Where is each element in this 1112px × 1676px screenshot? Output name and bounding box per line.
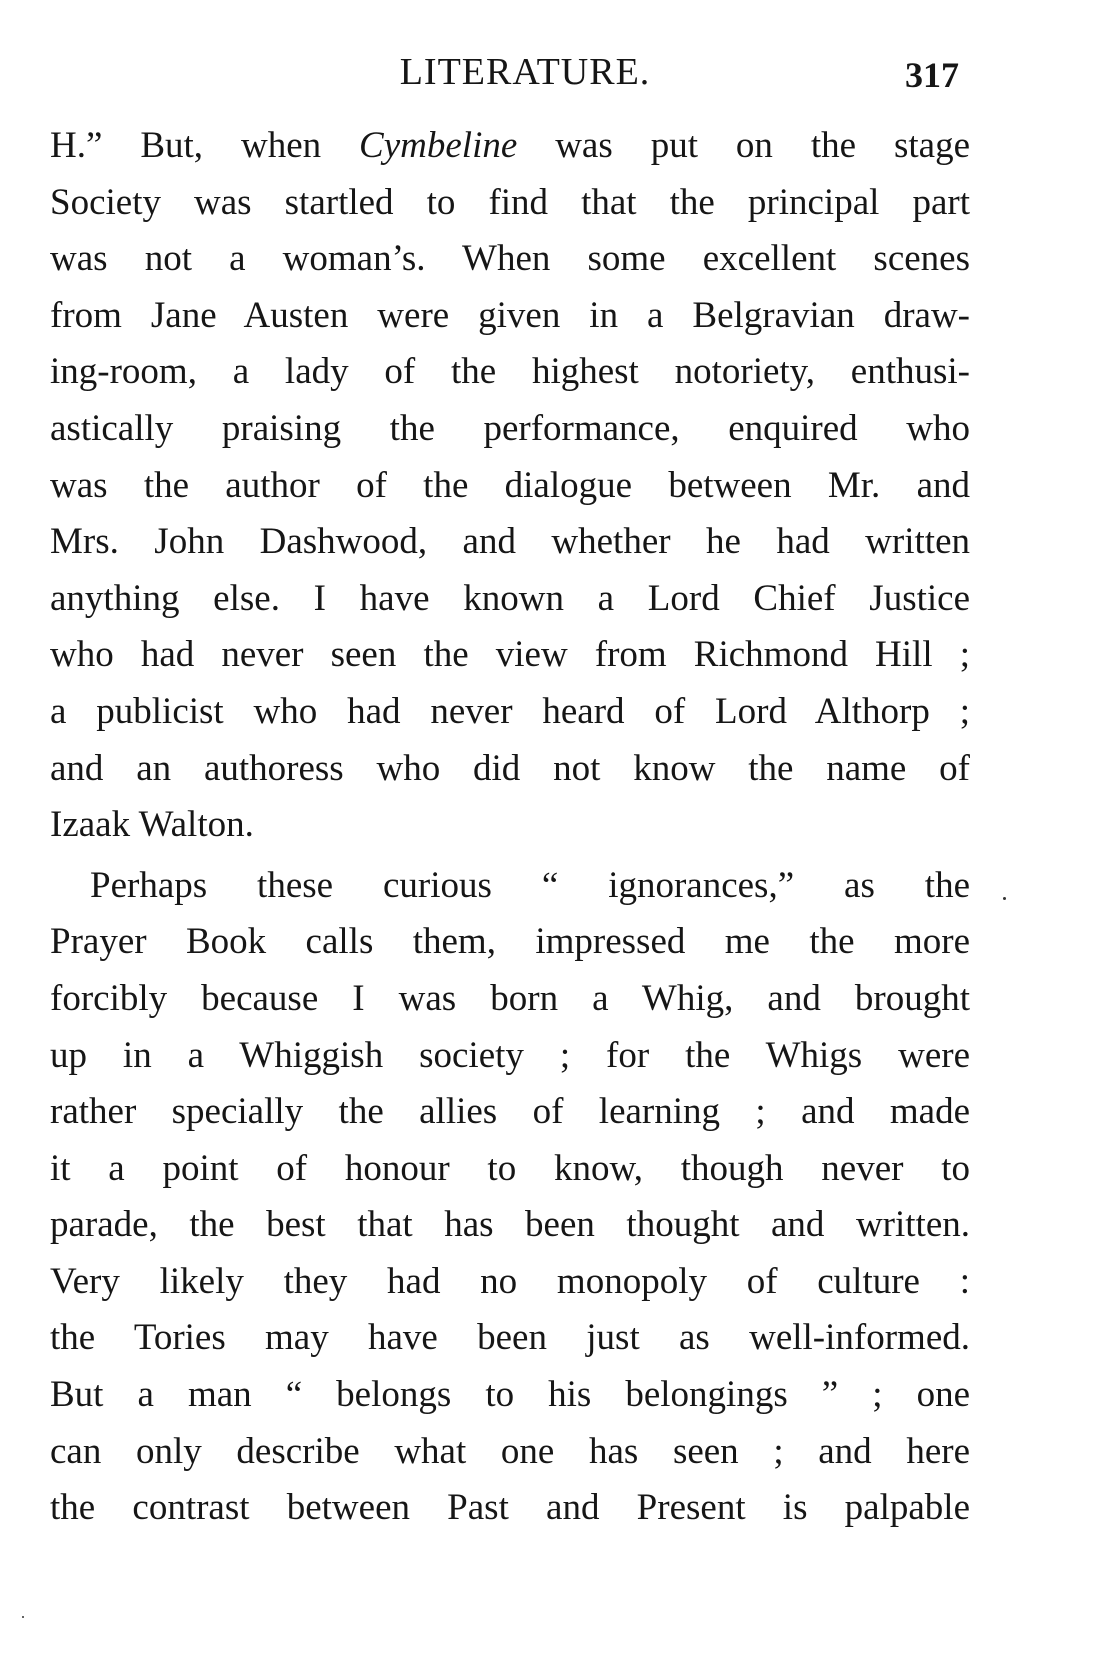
paragraph [50, 118, 970, 854]
play-title: Cymbeline [359, 125, 518, 166]
running-head [0, 50, 1112, 110]
text-line: Society was startled to find that the principal part [50, 181, 970, 223]
text-line: But a man “ belongs to his belongings ” ; one [50, 1374, 970, 1416]
text-line: astically praising the performance, enquired who [50, 407, 970, 449]
text-line: the Tories may have been just as well-informed. [50, 1317, 970, 1359]
text-line: rather specially the allies of learning ; and made [50, 1091, 970, 1133]
text-line: Mrs. John Dashwood, and whether he had written [50, 521, 970, 563]
text-line: parade, the best that has been thought and written. [50, 1204, 970, 1246]
text-line: Izaak Walton. [50, 804, 254, 846]
scan-speck [1003, 897, 1006, 900]
text-line: Perhaps these curious “ ignorances,” as the [90, 864, 970, 906]
text-line: the contrast between Past and Present is palpable [50, 1487, 970, 1529]
text-line: anything else. I have known a Lord Chief Justice [50, 577, 970, 619]
text-line: from Jane Austen were given in a Belgravian draw- [50, 294, 970, 336]
text-line: a publicist who had never heard of Lord Althorp ; [50, 690, 970, 732]
running-title: LITERATURE. [399, 51, 651, 93]
page-number: 317 [905, 55, 959, 95]
text-line: can only describe what one has seen ; and here [50, 1430, 970, 1472]
text-line: it a point of honour to know, though never to [50, 1147, 970, 1189]
scan-speck [22, 1616, 24, 1618]
text-line: and an authoress who did not know the name of [50, 747, 970, 789]
body-text [50, 118, 970, 1537]
text-line: Very likely they had no monopoly of culture : [50, 1260, 970, 1302]
text-line: was the author of the dialogue between Mr. and [50, 464, 970, 506]
paragraph [50, 858, 970, 1537]
text-line: was not a woman’s. When some excellent scenes [50, 238, 970, 280]
text-line: Prayer Book calls them, impressed me the more [50, 921, 970, 963]
text-line: H.” But, when Cymbeline was put on the stage [50, 125, 970, 166]
text-line: ing-room, a lady of the highest notoriety, enthusi- [50, 351, 970, 393]
text-line: who had never seen the view from Richmond Hill ; [50, 634, 970, 676]
text-line: up in a Whiggish society ; for the Whigs were [50, 1034, 970, 1076]
text-line: forcibly because I was born a Whig, and brought [50, 977, 970, 1019]
